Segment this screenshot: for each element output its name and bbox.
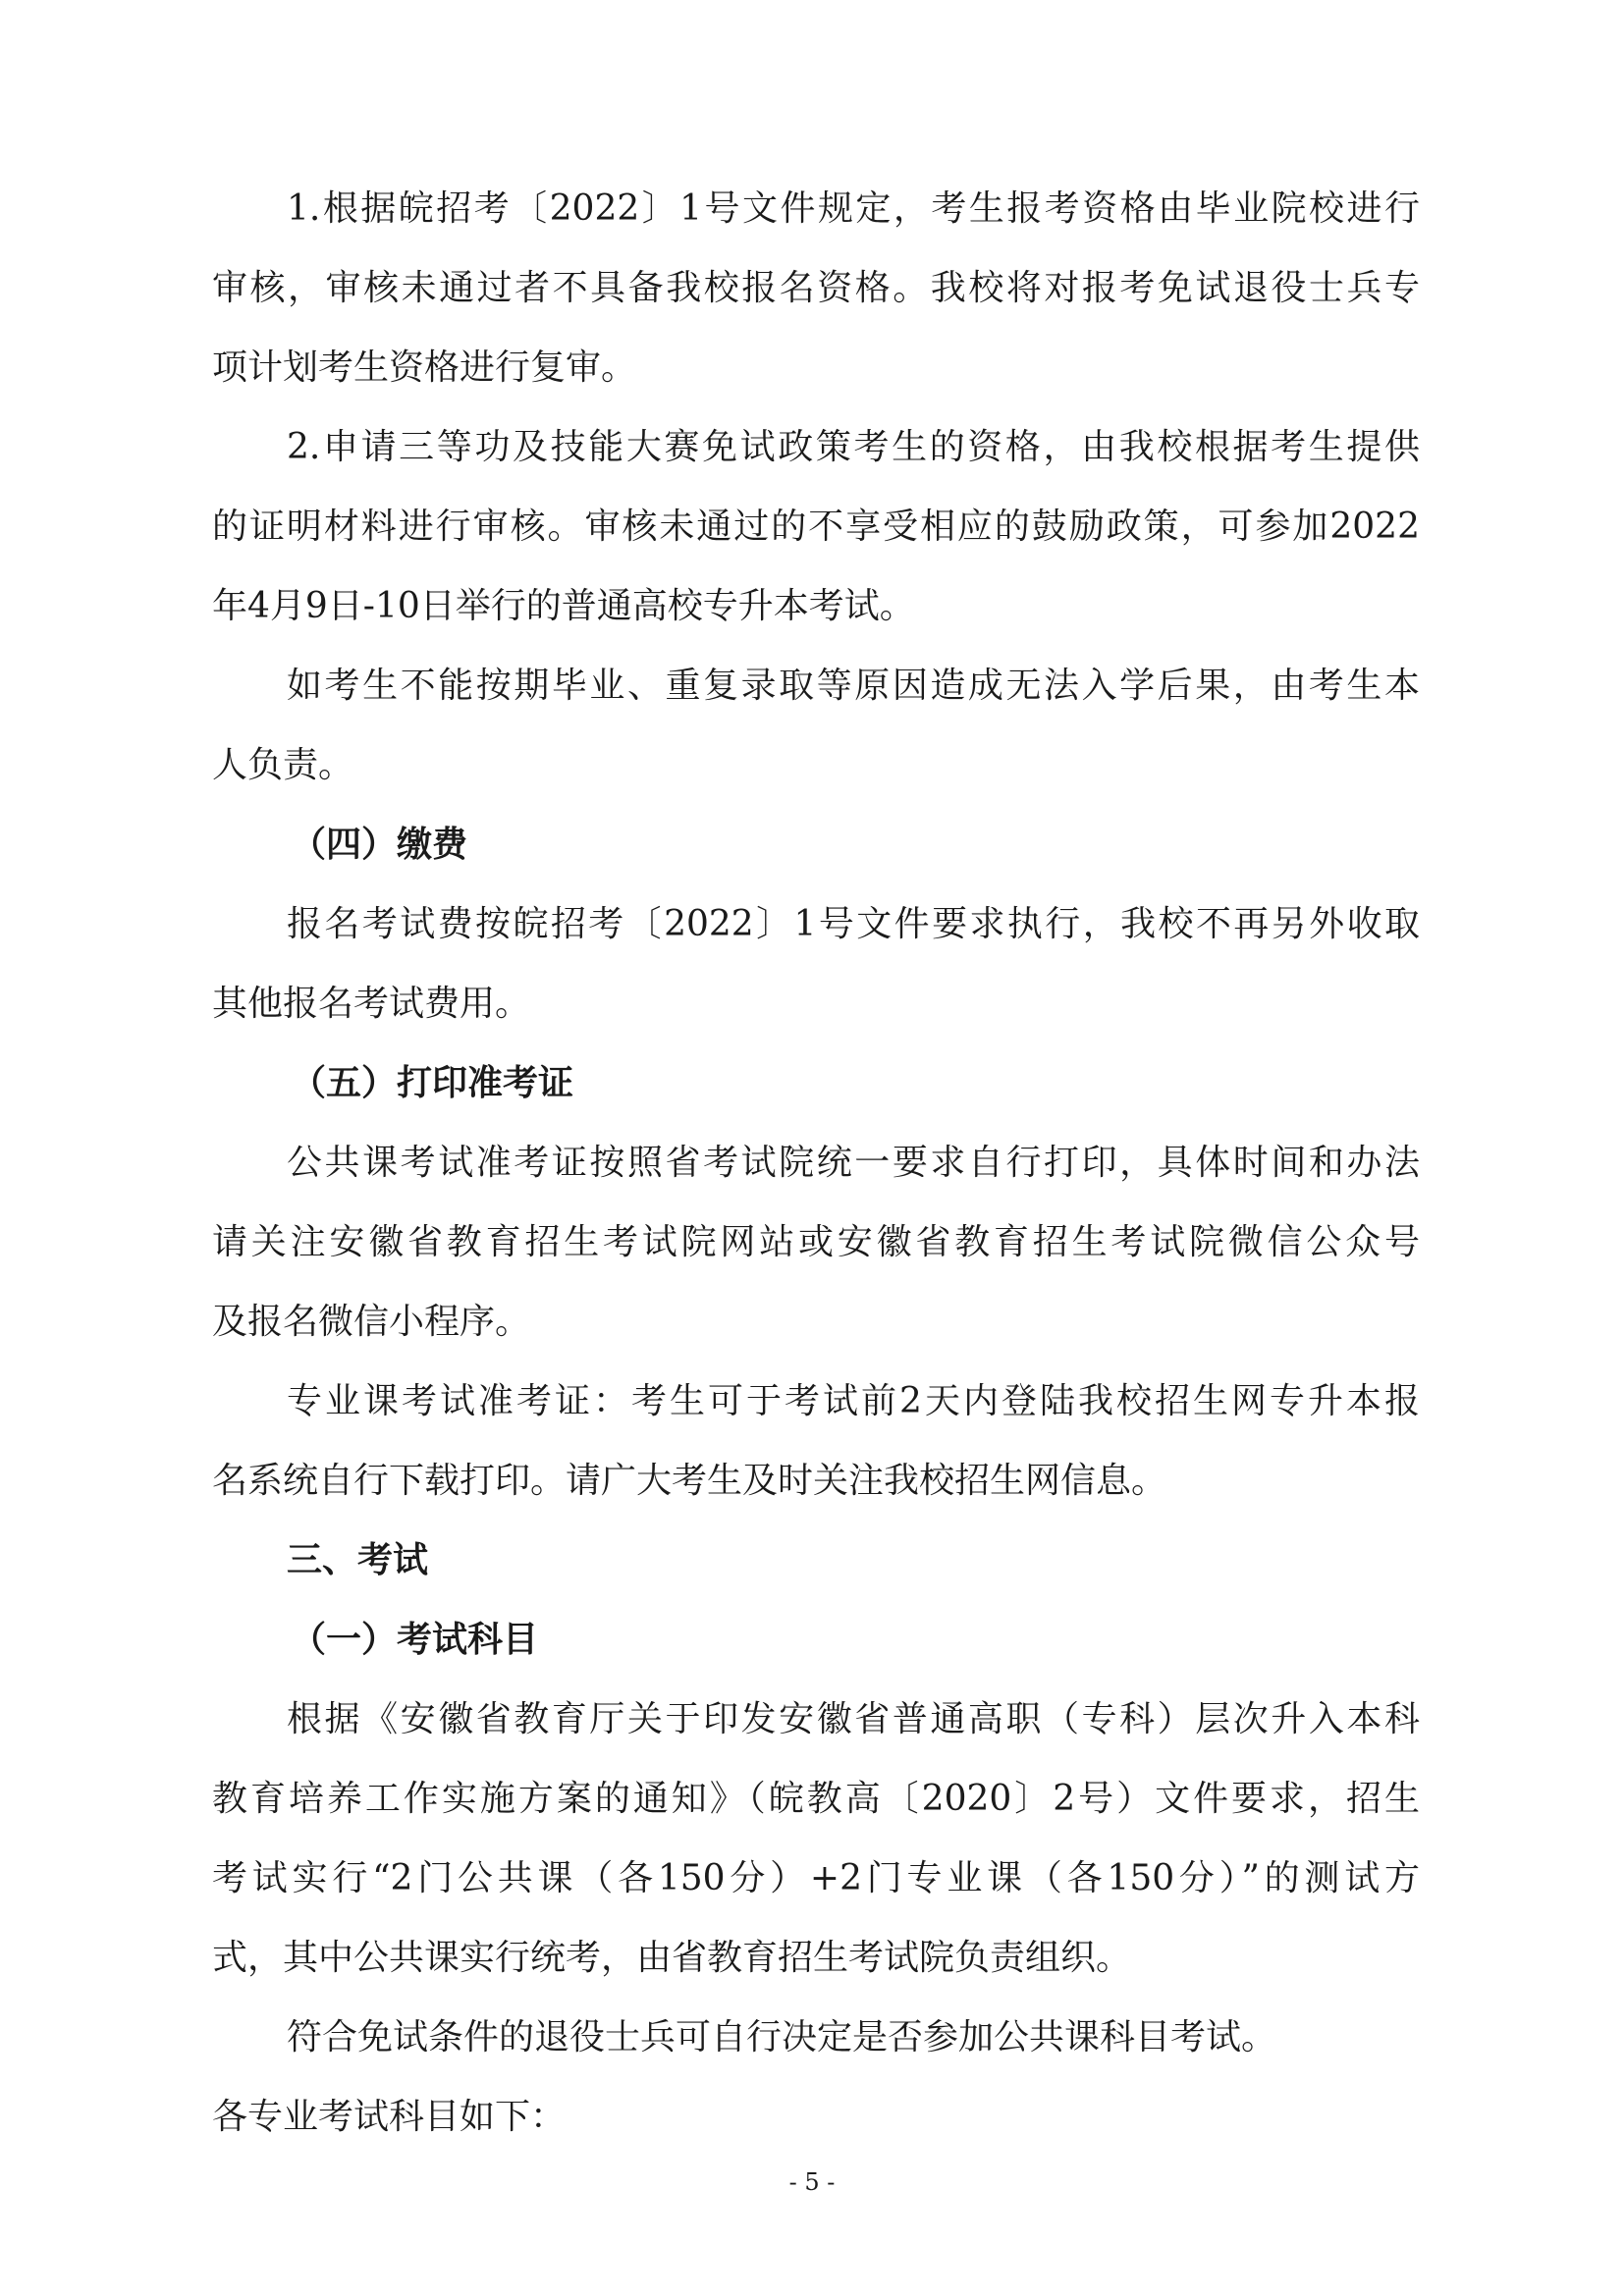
chapter-heading: 三、考试 [287,1540,429,1580]
text-line: 根据《安徽省教育厅关于印发安徽省普通高职（专科）层次升入本科 [287,1699,1420,1739]
text-line: 名系统自行下载打印。请广大考生及时关注我校招生网信息。 [212,1461,1167,1501]
text-line: 各专业考试科目如下： [212,2097,567,2137]
text-line: 教育培养工作实施方案的通知》（皖教高〔2020〕2号）文件要求，招生 [212,1779,1420,1819]
text-line: 及报名微信小程序。 [212,1302,531,1342]
text-line: 专业课考试准考证：考生可于考试前2天内登陆我校招生网专升本报 [287,1381,1420,1421]
text-line: 符合免试条件的退役士兵可自行决定是否参加公共课科目考试。 [287,2017,1277,2057]
text-line: 式，其中公共课实行统考，由省教育招生考试院负责组织。 [212,1938,1132,1978]
section-heading: （一）考试科目 [291,1620,539,1660]
text-line: 项计划考生资格进行复审。 [212,347,637,388]
text-line: 审核，审核未通过者不具备我校报名资格。我校将对报考免试退役士兵专 [212,268,1420,308]
document-body [212,169,1420,2157]
text-line: 公共课考试准考证按照省考试院统一要求自行打印，具体时间和办法 [287,1143,1420,1183]
text-line: 人负责。 [212,745,354,785]
text-line: 1.根据皖招考〔2022〕1号文件规定，考生报考资格由毕业院校进行 [287,188,1420,229]
text-line: 2.申请三等功及技能大赛免试政策考生的资格，由我校根据考生提供 [287,427,1420,467]
text-line: 报名考试费按皖招考〔2022〕1号文件要求执行，我校不再另外收取 [287,904,1420,944]
text-line: 如考生不能按期毕业、重复录取等原因造成无法入学后果，由考生本 [287,666,1420,706]
section-heading: （四）缴费 [291,825,468,865]
text-line: 年4月9日-10日举行的普通高校专升本考试。 [212,586,915,626]
text-line: 的证明材料进行审核。审核未通过的不享受相应的鼓励政策，可参加2022 [212,507,1420,547]
text-line: 考试实行“2门公共课（各150分）+2门专业课（各150分）”的测试方 [212,1858,1420,1898]
text-line: 其他报名考试费用。 [212,984,531,1024]
page-number: - 5 - [788,2168,836,2196]
text-line: 请关注安徽省教育招生考试院网站或安徽省教育招生考试院微信公众号 [212,1222,1420,1262]
section-heading: （五）打印准考证 [291,1063,574,1103]
